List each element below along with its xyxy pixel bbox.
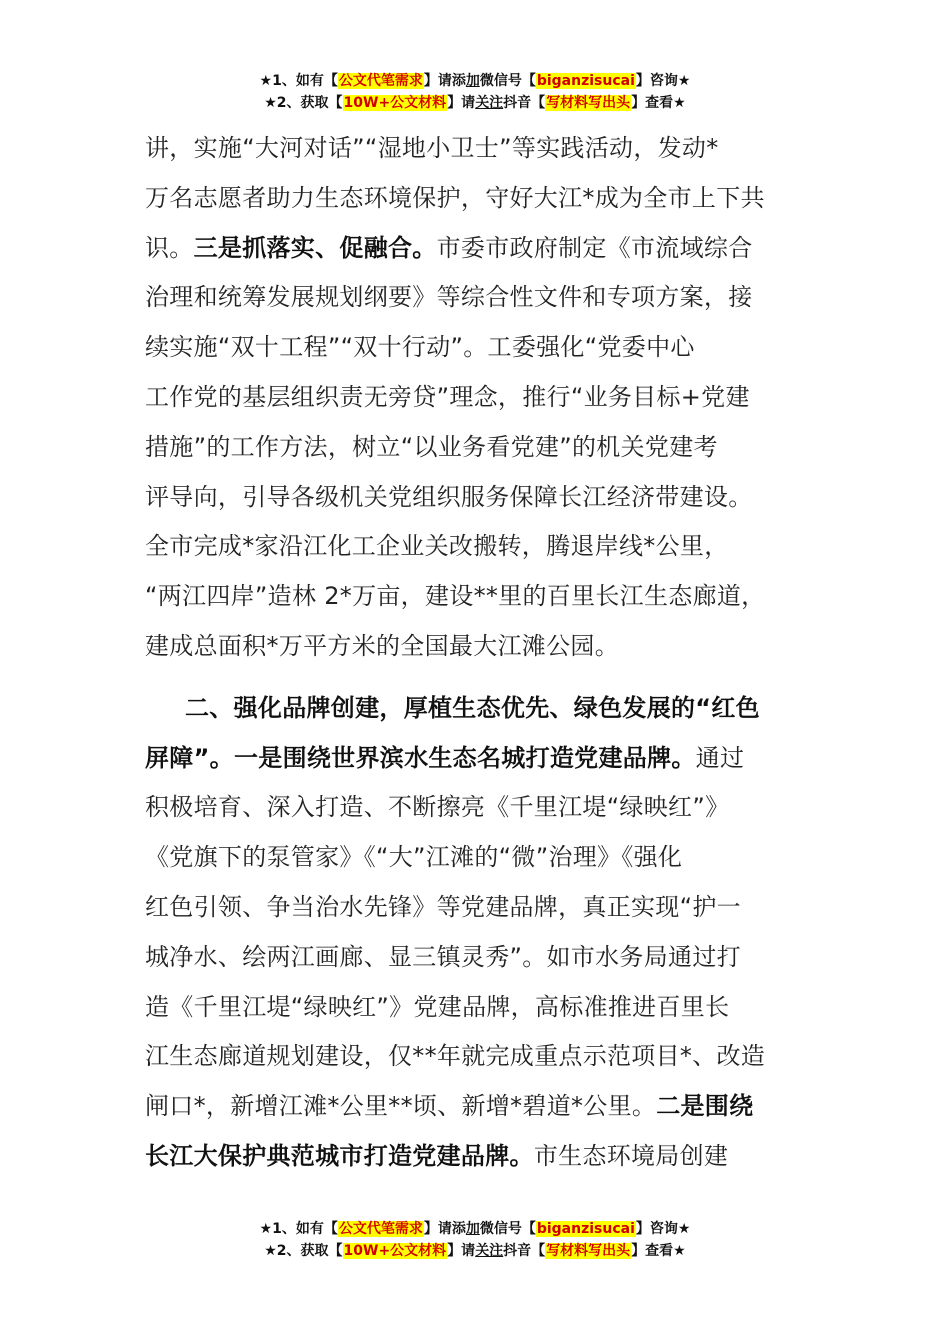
text-run: 城净水、绘两江画廊、显三镇灵秀”。如市水务局通过打 <box>145 942 741 971</box>
highlight-materials: 10W+公文材料 <box>343 1243 447 1259</box>
highlight-wechat-id: biganzisucai <box>536 73 635 89</box>
highlight-service: 公文代笔需求 <box>338 1221 423 1237</box>
paragraph <box>145 684 835 1182</box>
text-run: 建成总面积*万平方米的全国最大江滩公园。 <box>145 631 619 660</box>
text-run: 工作党的基层组织责无旁贷”理念，推行“业务目标+党建 <box>145 382 750 411</box>
text-line <box>145 983 835 1033</box>
text-run: 市委市政府制定《市流域综合 <box>436 233 753 262</box>
text-line <box>145 883 835 933</box>
text-line <box>145 734 835 784</box>
text-run: 万名志愿者助力生态环境保护，守好大江*成为全市上下共 <box>145 183 765 212</box>
text-run: 红色引领、争当治水先锋》等党建品牌，真正实现“护一 <box>145 892 741 921</box>
text-line <box>145 1032 835 1082</box>
footer-banner <box>0 1218 950 1262</box>
text-run: 市生态环境局创建 <box>533 1141 729 1170</box>
bold-text: 二是围绕 <box>656 1092 754 1121</box>
text-run: 通过 <box>695 743 745 772</box>
text-line <box>145 423 835 473</box>
bold-text: 长江大保护典范城市打造党建品牌。 <box>145 1141 534 1170</box>
text-run: 讲，实施“大河对话”“湿地小卫士”等实践活动，发动* <box>145 134 719 162</box>
banner-line-2: ★2、获取【10W+公文材料】请关注抖音【写材料写出头】查看★ <box>264 1243 686 1259</box>
header-banner <box>0 70 950 114</box>
text-run: 积极培育、深入打造、不断擦亮《千里江堤“绿映红”》 <box>145 793 730 822</box>
text-line <box>145 783 835 833</box>
highlight-douyin: 写材料写出头 <box>546 95 631 111</box>
text-line <box>145 572 835 622</box>
bold-text: 二、强化品牌创建，厚植生态优先、绿色发展的“红色 <box>185 693 760 722</box>
bold-text: 屏障”。一是围绕世界滨水生态名城打造党建品牌。 <box>145 743 696 772</box>
text-line <box>145 1082 835 1132</box>
text-line <box>145 522 835 572</box>
text-run: “两江四岸”造林 2*万亩，建设**里的百里长江生态廊道， <box>145 582 766 611</box>
highlight-wechat-id: biganzisucai <box>536 1221 635 1237</box>
bold-text: 三是抓落实、促融合。 <box>193 233 437 262</box>
text-line <box>145 174 835 224</box>
text-run: 续实施“双十工程”“双十行动”。工委强化“党委中心 <box>145 333 695 362</box>
text-run: 江生态廊道规划建设，仅**年就完成重点示范项目*、改造 <box>145 1042 766 1071</box>
text-line <box>145 373 835 423</box>
highlight-materials: 10W+公文材料 <box>343 95 447 111</box>
text-run: 全市完成*家沿江化工企业关改搬转，腾退岸线*公里， <box>145 532 729 561</box>
text-line <box>145 833 835 883</box>
text-run: 措施”的工作方法，树立“以业务看党建”的机关党建考 <box>145 432 718 461</box>
text-run: 闸口*，新增江滩*公里**顷、新增*碧道*公里。 <box>145 1092 657 1121</box>
banner-line-1: ★1、如有【公文代笔需求】请添加微信号【biganzisucai】咨询★ <box>259 1221 691 1237</box>
text-line <box>145 323 835 373</box>
text-run: 《党旗下的泵管家》《“大”江滩的“微”治理》《强化 <box>145 843 683 872</box>
paragraph <box>145 124 835 672</box>
text-line <box>145 224 835 274</box>
text-line <box>145 622 835 672</box>
text-line <box>145 273 835 323</box>
banner-line-2: ★2、获取【10W+公文材料】请关注抖音【写材料写出头】查看★ <box>264 95 686 111</box>
document-body <box>145 124 835 1182</box>
text-line <box>145 933 835 983</box>
highlight-douyin: 写材料写出头 <box>546 1243 631 1259</box>
highlight-service: 公文代笔需求 <box>338 73 423 89</box>
text-run: 治理和统筹发展规划纲要》等综合性文件和专项方案，接 <box>145 283 753 312</box>
text-line <box>145 124 835 174</box>
text-line <box>145 1132 835 1182</box>
text-run: 造《千里江堤“绿映红”》党建品牌，高标准推进百里长 <box>145 992 730 1021</box>
text-line <box>145 473 835 523</box>
text-line <box>145 684 835 734</box>
text-run: 评导向，引导各级机关党组织服务保障长江经济带建设。 <box>145 482 753 511</box>
banner-line-1: ★1、如有【公文代笔需求】请添加微信号【biganzisucai】咨询★ <box>259 73 691 89</box>
text-run: 识。 <box>145 233 194 262</box>
